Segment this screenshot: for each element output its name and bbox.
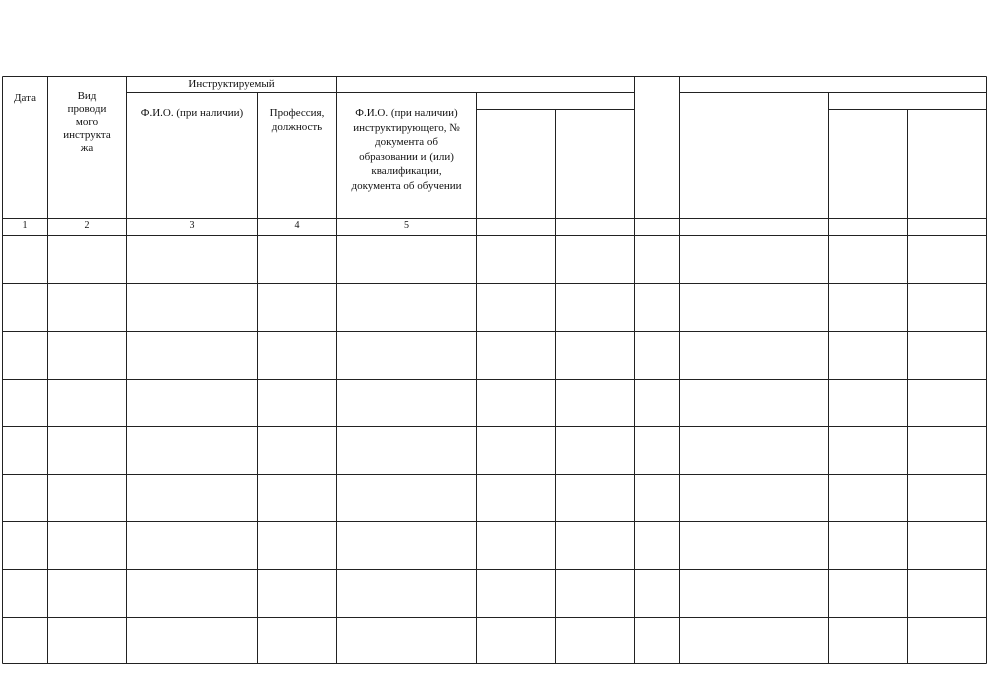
header-instructed-group: Инструктируемый [188,78,275,90]
header-instructed-profession: Профессия, должность [269,107,325,133]
column-number-2: 2 [84,220,90,231]
header-instructor-name: Ф.И.О. (при наличии) инструктирующего, № документа об образовании и (или) квалификации, документа об обучении [351,107,462,192]
column-number-1: 1 [22,220,28,231]
header-instruction-type: Вид проводи мого инструкта жа [63,90,111,154]
header-date: Дата [14,92,36,104]
column-number-4: 4 [294,220,300,231]
header-instructed-name: Ф.И.О. (при наличии) [140,107,244,119]
column-number-5: 5 [404,220,409,231]
column-number-3: 3 [189,220,195,231]
